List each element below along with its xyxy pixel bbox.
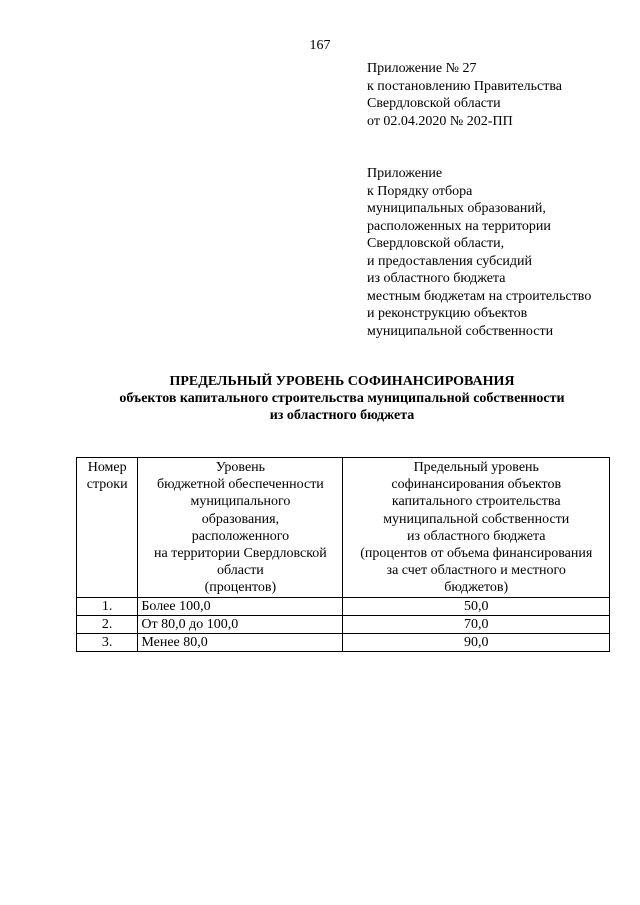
header-line: капитального строительства bbox=[391, 494, 561, 510]
header-line: строки bbox=[86, 477, 128, 493]
appendix-reference-line: и предоставления субсидий bbox=[367, 253, 533, 269]
header-line: бюджетов) bbox=[444, 580, 509, 596]
budget-level-value: Менее 80,0 bbox=[138, 634, 343, 652]
cofinancing-limit-value: 70,0 bbox=[343, 615, 610, 633]
table-row bbox=[77, 615, 610, 633]
table-row bbox=[77, 634, 610, 652]
appendix-reference-line: из областного бюджета bbox=[367, 271, 506, 286]
document-title-line: объектов капитального строительства муниципальной собственности bbox=[119, 391, 565, 406]
header-line: расположенного bbox=[191, 528, 290, 544]
cofinancing-table bbox=[76, 457, 610, 652]
appendix-header-line: к постановлению Правительства bbox=[367, 78, 563, 94]
header-row-number bbox=[77, 458, 138, 598]
document-title-line: из областного бюджета bbox=[269, 408, 415, 423]
budget-level-value: Более 100,0 bbox=[138, 597, 343, 615]
header-line: софинансирования объектов bbox=[391, 477, 562, 493]
cofinancing-limit-value: 90,0 bbox=[343, 634, 610, 652]
header-line: из областного бюджета bbox=[407, 528, 546, 544]
appendix-reference-line: Свердловской области, bbox=[367, 236, 505, 251]
header-line: Предельный уровень bbox=[413, 460, 539, 475]
header-line: образования, bbox=[201, 511, 280, 527]
header-line: Уровень bbox=[215, 460, 266, 475]
header-cofinancing-limit bbox=[343, 458, 610, 598]
appendix-header-line: Свердловской области bbox=[367, 96, 501, 111]
header-line: (процентов от объема финансирования bbox=[360, 546, 593, 562]
appendix-reference-line: муниципальной собственности bbox=[367, 323, 554, 339]
table-header-row bbox=[77, 458, 610, 598]
budget-level-value: От 80,0 до 100,0 bbox=[138, 615, 343, 633]
appendix-reference-line: Приложение bbox=[367, 166, 443, 181]
header-budget-level bbox=[138, 458, 343, 598]
header-line: муниципального bbox=[190, 494, 291, 510]
page-number: 167 bbox=[309, 38, 331, 53]
appendix-reference-line: и реконструкцию объектов bbox=[367, 306, 528, 321]
header-line: области bbox=[217, 563, 264, 579]
row-number: 1. bbox=[77, 597, 138, 615]
appendix-header-line: Приложение № 27 bbox=[367, 61, 477, 76]
appendix-reference bbox=[367, 165, 591, 340]
row-number: 3. bbox=[77, 634, 138, 652]
appendix-header bbox=[367, 60, 562, 130]
header-line: (процентов) bbox=[204, 580, 277, 596]
document-title-line: ПРЕДЕЛЬНЫЙ УРОВЕНЬ СОФИНАНСИРОВАНИЯ bbox=[169, 374, 515, 389]
header-line: на территории Свердловской bbox=[154, 546, 327, 562]
header-line: муниципальной собственности bbox=[383, 511, 570, 527]
row-number: 2. bbox=[77, 615, 138, 633]
appendix-reference-line: местным бюджетам на строительство bbox=[367, 288, 592, 304]
appendix-reference-line: муниципальных образований, bbox=[367, 201, 546, 216]
document-title bbox=[0, 373, 640, 424]
table-row bbox=[77, 597, 610, 615]
header-line: Номер bbox=[87, 460, 127, 475]
appendix-header-line: от 02.04.2020 № 202-ПП bbox=[367, 113, 513, 129]
header-line: за счет областного и местного bbox=[386, 563, 566, 579]
appendix-reference-line: расположенных на территории bbox=[367, 218, 551, 234]
cofinancing-limit-value: 50,0 bbox=[343, 597, 610, 615]
header-line: бюджетной обеспеченности bbox=[157, 477, 324, 493]
appendix-reference-line: к Порядку отбора bbox=[367, 183, 473, 199]
